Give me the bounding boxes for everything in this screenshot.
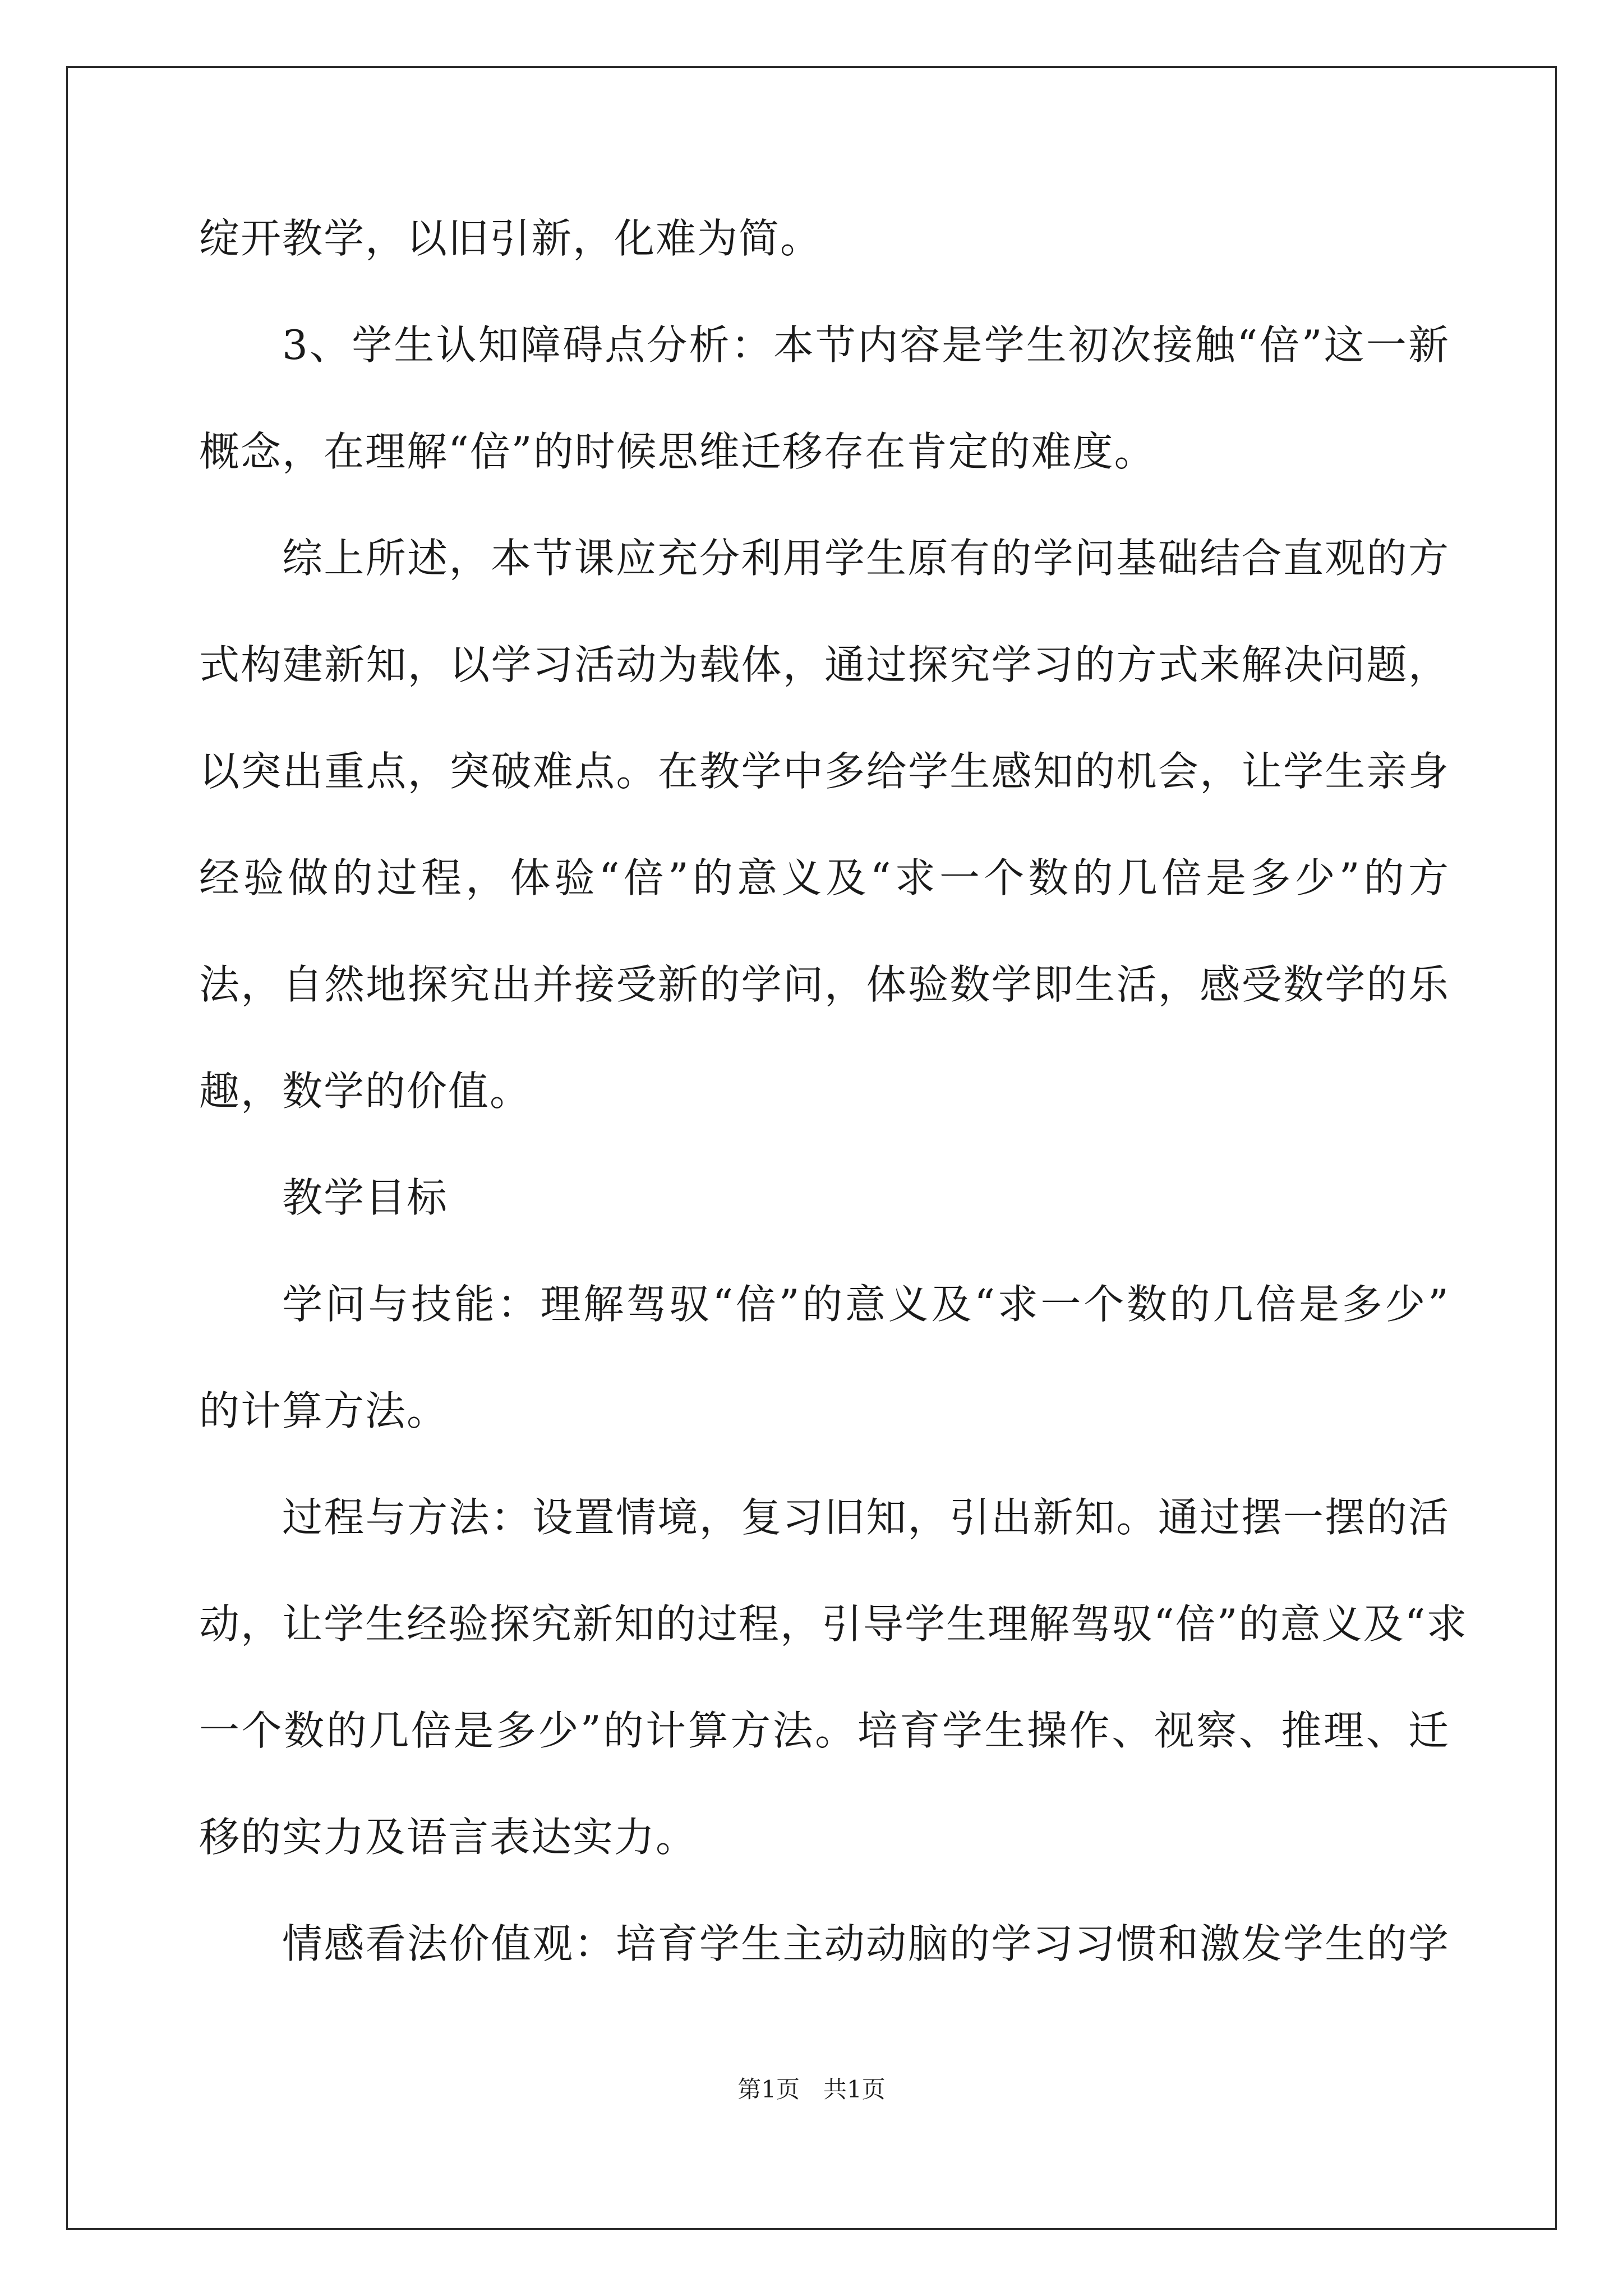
text-line: 情感看法价值观：培育学生主动动脑的学习习惯和激发学生的学 — [282, 1920, 1450, 1967]
page-number-footer: 第1页 共1页 — [737, 2076, 886, 2103]
text-line: 以突出重点，突破难点。在教学中多给学生感知的机会，让学生亲身 — [199, 748, 1450, 795]
text-line: 过程与方法：设置情境，复习旧知，引出新知。通过摆一摆的活 — [282, 1494, 1450, 1541]
text-line: 趣，数学的价值。 — [199, 1068, 532, 1115]
text-line: 动，让学生经验探究新知的过程，引导学生理解驾驭“倍”的意义及“求 — [199, 1600, 1468, 1648]
text-line: 概念，在理解“倍”的时候思维迁移存在肯定的难度。 — [199, 428, 1156, 475]
text-line: 式构建新知，以学习活动为载体，通过探究学习的方式来解决问题， — [199, 641, 1450, 688]
text-line: 3、学生认知障碍点分析：本节内容是学生初次接触“倍”这一新 — [282, 321, 1450, 369]
text-line: 一个数的几倍是多少”的计算方法。培育学生操作、视察、推理、迁 — [199, 1707, 1450, 1754]
text-line: 的计算方法。 — [199, 1387, 449, 1434]
text-line: 法，自然地探究出并接受新的学问，体验数学即生活，感受数学的乐 — [199, 961, 1450, 1008]
text-line: 绽开教学，以旧引新，化难为简。 — [199, 215, 822, 262]
text-line: 经验做的过程，体验“倍”的意义及“求一个数的几倍是多少”的方 — [199, 854, 1450, 901]
document-body — [199, 185, 1468, 1997]
text-line: 学问与技能：理解驾驭“倍”的意义及“求一个数的几倍是多少” — [282, 1281, 1450, 1328]
text-line: 移的实力及语言表达实力。 — [199, 1814, 698, 1861]
section-heading: 教学目标 — [282, 1174, 449, 1221]
text-line: 综上所述，本节课应充分利用学生原有的学问基础结合直观的方 — [282, 535, 1450, 582]
